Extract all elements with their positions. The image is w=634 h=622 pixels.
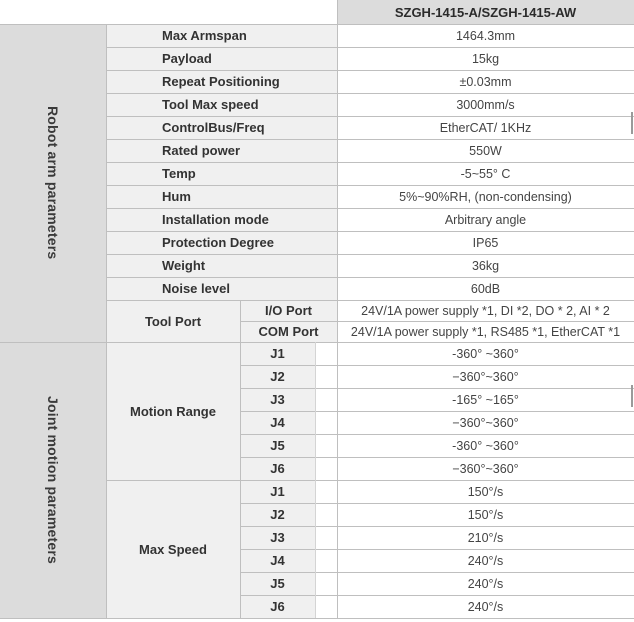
group-joint-motion-label: Joint motion parameters (45, 396, 61, 564)
param-value-rated-power: 550W (469, 143, 502, 158)
divider (240, 549, 634, 550)
motion-range-joint: J5 (240, 434, 315, 457)
param-value-noise-level: 60dB (470, 281, 501, 296)
model-header: SZGH-1415-A/SZGH-1415-AW (337, 0, 634, 24)
io-port-value: 24V/1A power supply *1, DI *2, DO * 2, AI * 2 (361, 303, 610, 318)
motion-range-value: −360°~360° (452, 369, 519, 384)
divider (106, 231, 634, 232)
max-speed-value: 240°/s (467, 553, 504, 568)
divider (240, 526, 634, 527)
divider (240, 411, 634, 412)
param-label-rated-power: Rated power (106, 139, 337, 162)
param-value-payload: 15kg (471, 51, 500, 66)
max-speed-value: 150°/s (467, 507, 504, 522)
divider (240, 595, 634, 596)
param-value-controlbus-freq: EtherCAT/ 1KHz (439, 120, 532, 135)
max-speed-value: 210°/s (467, 530, 504, 545)
motion-range-label: Motion Range (106, 342, 240, 480)
divider-header (0, 24, 634, 25)
param-value-hum: 5%~90%RH, (non-condensing) (399, 189, 572, 204)
motion-range-value: −360°~360° (452, 461, 519, 476)
divider (106, 208, 634, 209)
divider (106, 116, 634, 117)
column-divider (337, 0, 338, 618)
max-speed-joint: J4 (240, 549, 315, 572)
param-label-max-armspan: Max Armspan (106, 24, 337, 47)
param-value-tool-max-speed: 3000mm/s (456, 97, 515, 112)
divider (106, 480, 634, 481)
column-divider (106, 24, 107, 618)
motion-range-value: -360° ~360° (452, 346, 519, 361)
divider (106, 70, 634, 71)
param-value-weight: 36kg (471, 258, 500, 273)
divider (240, 365, 634, 366)
divider (240, 572, 634, 573)
divider (106, 93, 634, 94)
column-divider (240, 300, 241, 618)
divider (240, 321, 634, 322)
divider-bottom (0, 618, 634, 619)
param-label-repeat-positioning: Repeat Positioning (106, 70, 337, 93)
group-robot-arm-parameters (0, 24, 106, 342)
tool-port-label: Tool Port (106, 300, 240, 342)
io-port-label: I/O Port (240, 300, 337, 321)
divider (106, 277, 634, 278)
param-label-noise-level: Noise level (106, 277, 337, 300)
param-label-hum: Hum (106, 185, 337, 208)
param-value-max-armspan: 1464.3mm (455, 28, 516, 43)
param-value-protection-degree: IP65 (472, 235, 499, 250)
divider (240, 388, 634, 389)
motion-range-joint: J1 (240, 342, 315, 365)
divider (106, 47, 634, 48)
max-speed-value: 240°/s (467, 576, 504, 591)
motion-range-joint: J2 (240, 365, 315, 388)
divider (106, 139, 634, 140)
param-label-payload: Payload (106, 47, 337, 70)
max-speed-joint: J1 (240, 480, 315, 503)
motion-range-value: -360° ~360° (452, 438, 519, 453)
param-label-temp: Temp (106, 162, 337, 185)
param-label-tool-max-speed: Tool Max speed (106, 93, 337, 116)
divider (240, 457, 634, 458)
edge-mark (631, 385, 633, 407)
com-port-value: 24V/1A power supply *1, RS485 *1, EtherCAT *1 (350, 324, 621, 339)
max-speed-joint: J3 (240, 526, 315, 549)
max-speed-joint: J2 (240, 503, 315, 526)
motion-range-value: -165° ~165° (452, 392, 519, 407)
param-value-repeat-positioning: ±0.03mm (459, 74, 512, 89)
com-port-label: COM Port (240, 321, 337, 342)
divider (106, 300, 634, 301)
divider (106, 185, 634, 186)
param-value-temp: -5~55° C (460, 166, 511, 181)
param-value-installation-mode: Arbitrary angle (444, 212, 527, 227)
motion-range-value: −360°~360° (452, 415, 519, 430)
max-speed-joint: J6 (240, 595, 315, 618)
max-speed-value: 150°/s (467, 484, 504, 499)
edge-mark (631, 112, 633, 134)
motion-range-joint: J4 (240, 411, 315, 434)
max-speed-joint: J5 (240, 572, 315, 595)
param-label-installation-mode: Installation mode (106, 208, 337, 231)
max-speed-label: Max Speed (106, 480, 240, 618)
divider (240, 503, 634, 504)
column-divider (315, 342, 316, 618)
max-speed-value: 240°/s (467, 599, 504, 614)
group-joint-motion-parameters (0, 342, 106, 618)
group-robot-arm-label: Robot arm parameters (45, 106, 61, 260)
motion-range-joint: J6 (240, 457, 315, 480)
param-label-weight: Weight (106, 254, 337, 277)
divider (240, 434, 634, 435)
divider (106, 162, 634, 163)
motion-range-joint: J3 (240, 388, 315, 411)
param-label-protection-degree: Protection Degree (106, 231, 337, 254)
param-label-controlbus-freq: ControlBus/Freq (106, 116, 337, 139)
divider (106, 254, 634, 255)
divider-group (0, 342, 634, 343)
